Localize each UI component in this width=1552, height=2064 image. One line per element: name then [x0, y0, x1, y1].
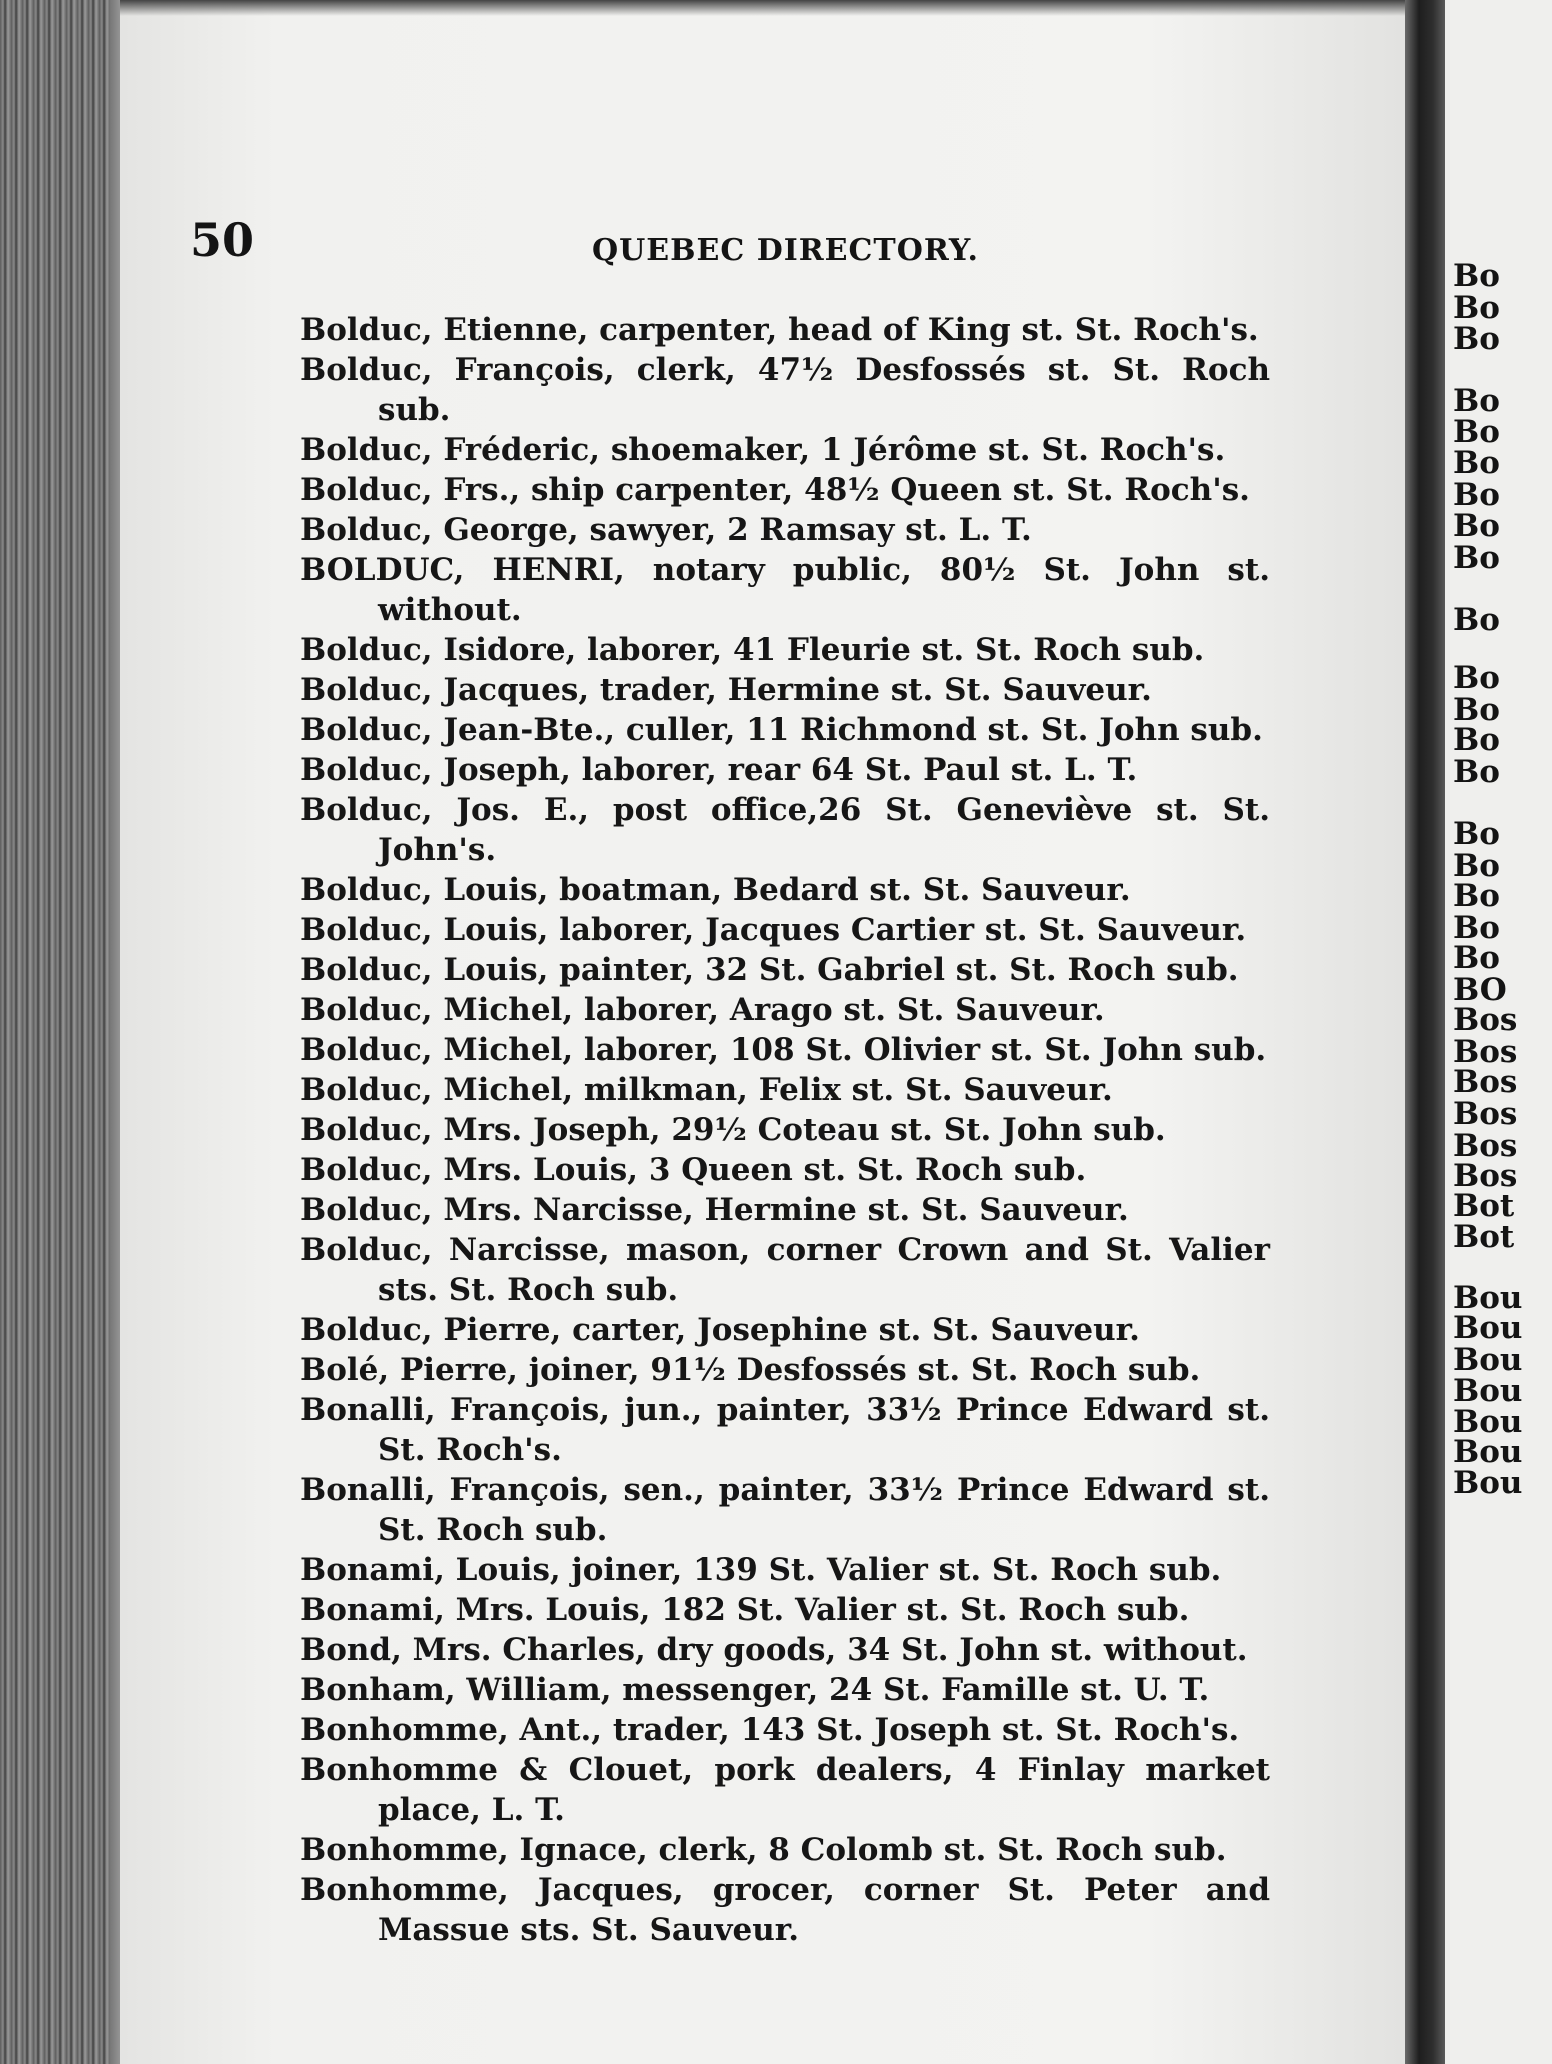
- directory-entry: Bonalli, François, jun., painter, 33½ Prince Edward st. St. Roch's.: [300, 1392, 1270, 1468]
- facing-page-line: Bo: [1453, 878, 1500, 914]
- directory-entry: Bolduc, Mrs. Joseph, 29½ Coteau st. St. John sub.: [300, 1112, 1166, 1148]
- facing-page-line: Bo: [1453, 290, 1500, 326]
- directory-entry: Bolduc, Michel, laborer, Arago st. St. Sauveur.: [300, 992, 1105, 1028]
- directory-entry: Bolduc, Jacques, trader, Hermine st. St. Sauveur.: [300, 672, 1152, 708]
- directory-entry: Bolduc, Louis, laborer, Jacques Cartier st. St. Sauveur.: [300, 912, 1247, 948]
- facing-page-line: Bo: [1453, 848, 1500, 884]
- facing-page-line: Bou: [1453, 1434, 1523, 1470]
- directory-entry: Bonham, William, messenger, 24 St. Famille st. U. T.: [300, 1672, 1210, 1708]
- facing-page-line: Bo: [1453, 910, 1500, 946]
- facing-page-line: Bo: [1453, 445, 1500, 481]
- page-edge-stack: [0, 0, 140, 2064]
- directory-entry: Bonhomme & Clouet, pork dealers, 4 Finlay market place, L. T.: [300, 1752, 1270, 1828]
- directory-entry: Bolduc, Narcisse, mason, corner Crown and St. Valier sts. St. Roch sub.: [300, 1232, 1270, 1308]
- directory-entry: Bolduc, Mrs. Louis, 3 Queen st. St. Roch sub.: [300, 1152, 1087, 1188]
- directory-entry: Bonhomme, Ignace, clerk, 8 Colomb st. St. Roch sub.: [300, 1832, 1227, 1868]
- facing-page-line: Bou: [1453, 1404, 1523, 1440]
- directory-entry: Bolduc, Joseph, laborer, rear 64 St. Paul st. L. T.: [300, 752, 1138, 788]
- directory-entry: Bolduc, François, clerk, 47½ Desfossés st. St. Roch sub.: [300, 352, 1270, 428]
- facing-page-line: Bo: [1453, 508, 1500, 544]
- facing-page-line: Bot: [1453, 1188, 1515, 1224]
- facing-page-line: Bo: [1453, 754, 1500, 790]
- facing-page-line: Bos: [1453, 1158, 1518, 1194]
- facing-page-line: Bou: [1453, 1373, 1523, 1409]
- directory-entry: Bolduc, Louis, painter, 32 St. Gabriel st. St. Roch sub.: [300, 952, 1239, 988]
- directory-entry: Bond, Mrs. Charles, dry goods, 34 St. John st. without.: [300, 1632, 1248, 1668]
- facing-page-line: Bou: [1453, 1465, 1523, 1501]
- directory-entry: BOLDUC, HENRI, notary public, 80½ St. John st. without.: [300, 552, 1270, 628]
- facing-page-line: Bos: [1453, 1128, 1518, 1164]
- facing-page-line: Bo: [1453, 414, 1500, 450]
- directory-entry: Bolé, Pierre, joiner, 91½ Desfossés st. St. Roch sub.: [300, 1352, 1201, 1388]
- directory-entry: Bonami, Louis, joiner, 139 St. Valier st. St. Roch sub.: [300, 1552, 1222, 1588]
- directory-entries: [300, 310, 1270, 1950]
- facing-page-line: Bo: [1453, 722, 1500, 758]
- directory-entry: Bonhomme, Jacques, grocer, corner St. Peter and Massue sts. St. Sauveur.: [300, 1872, 1270, 1948]
- facing-page-line: Bo: [1453, 602, 1500, 638]
- facing-page-line: Bou: [1453, 1280, 1523, 1316]
- facing-page-fragment: [1445, 0, 1552, 2064]
- facing-page-line: Bou: [1453, 1342, 1523, 1378]
- running-title: QUEBEC DIRECTORY.: [592, 233, 979, 268]
- page-number: 50: [190, 213, 255, 267]
- directory-entry: Bolduc, Fréderic, shoemaker, 1 Jérôme st. St. Roch's.: [300, 432, 1226, 468]
- page-top-shadow: [120, 0, 1405, 16]
- facing-page-line: Bo: [1453, 692, 1500, 728]
- facing-page-line: Bos: [1453, 1034, 1518, 1070]
- facing-page-line: Bos: [1453, 1096, 1518, 1132]
- facing-page-line: Bo: [1453, 540, 1500, 576]
- directory-entry: Bolduc, Isidore, laborer, 41 Fleurie st. St. Roch sub.: [300, 632, 1205, 668]
- directory-entry: Bolduc, Michel, milkman, Felix st. St. Sauveur.: [300, 1072, 1113, 1108]
- directory-entry: Bonalli, François, sen., painter, 33½ Prince Edward st. St. Roch sub.: [300, 1472, 1270, 1548]
- facing-page-line: Bos: [1453, 1064, 1518, 1100]
- facing-page-line: Bo: [1453, 258, 1500, 294]
- facing-page-line: Bot: [1453, 1219, 1515, 1255]
- facing-page-line: Bo: [1453, 660, 1500, 696]
- directory-entry: Bolduc, Jean-Bte., culler, 11 Richmond st. St. John sub.: [300, 712, 1263, 748]
- directory-entry: Bolduc, George, sawyer, 2 Ramsay st. L. T.: [300, 512, 1032, 548]
- facing-page-line: Bos: [1453, 1002, 1518, 1038]
- directory-entry: Bolduc, Michel, laborer, 108 St. Olivier st. St. John sub.: [300, 1032, 1267, 1068]
- facing-page-line: Bo: [1453, 383, 1500, 419]
- facing-page-line: Bo: [1453, 477, 1500, 513]
- directory-entry: Bonhomme, Ant., trader, 143 St. Joseph st. St. Roch's.: [300, 1712, 1240, 1748]
- directory-entry: Bolduc, Mrs. Narcisse, Hermine st. St. Sauveur.: [300, 1192, 1129, 1228]
- directory-entry: Bonami, Mrs. Louis, 182 St. Valier st. St. Roch sub.: [300, 1592, 1190, 1628]
- directory-entry: Bolduc, Etienne, carpenter, head of King st. St. Roch's.: [300, 312, 1259, 348]
- directory-entry: Bolduc, Pierre, carter, Josephine st. St. Sauveur.: [300, 1312, 1140, 1348]
- facing-page-line: BO: [1453, 972, 1507, 1008]
- directory-entry: Bolduc, Frs., ship carpenter, 48½ Queen st. St. Roch's.: [300, 472, 1250, 508]
- directory-entry: Bolduc, Louis, boatman, Bedard st. St. Sauveur.: [300, 872, 1131, 908]
- facing-page-line: Bo: [1453, 816, 1500, 852]
- facing-page-line: Bou: [1453, 1310, 1523, 1346]
- facing-page-line: Bo: [1453, 940, 1500, 976]
- book-gutter: [1405, 0, 1445, 2064]
- facing-page-line: Bo: [1453, 321, 1500, 357]
- directory-entry: Bolduc, Jos. E., post office,26 St. Geneviève st. St. John's.: [300, 792, 1270, 868]
